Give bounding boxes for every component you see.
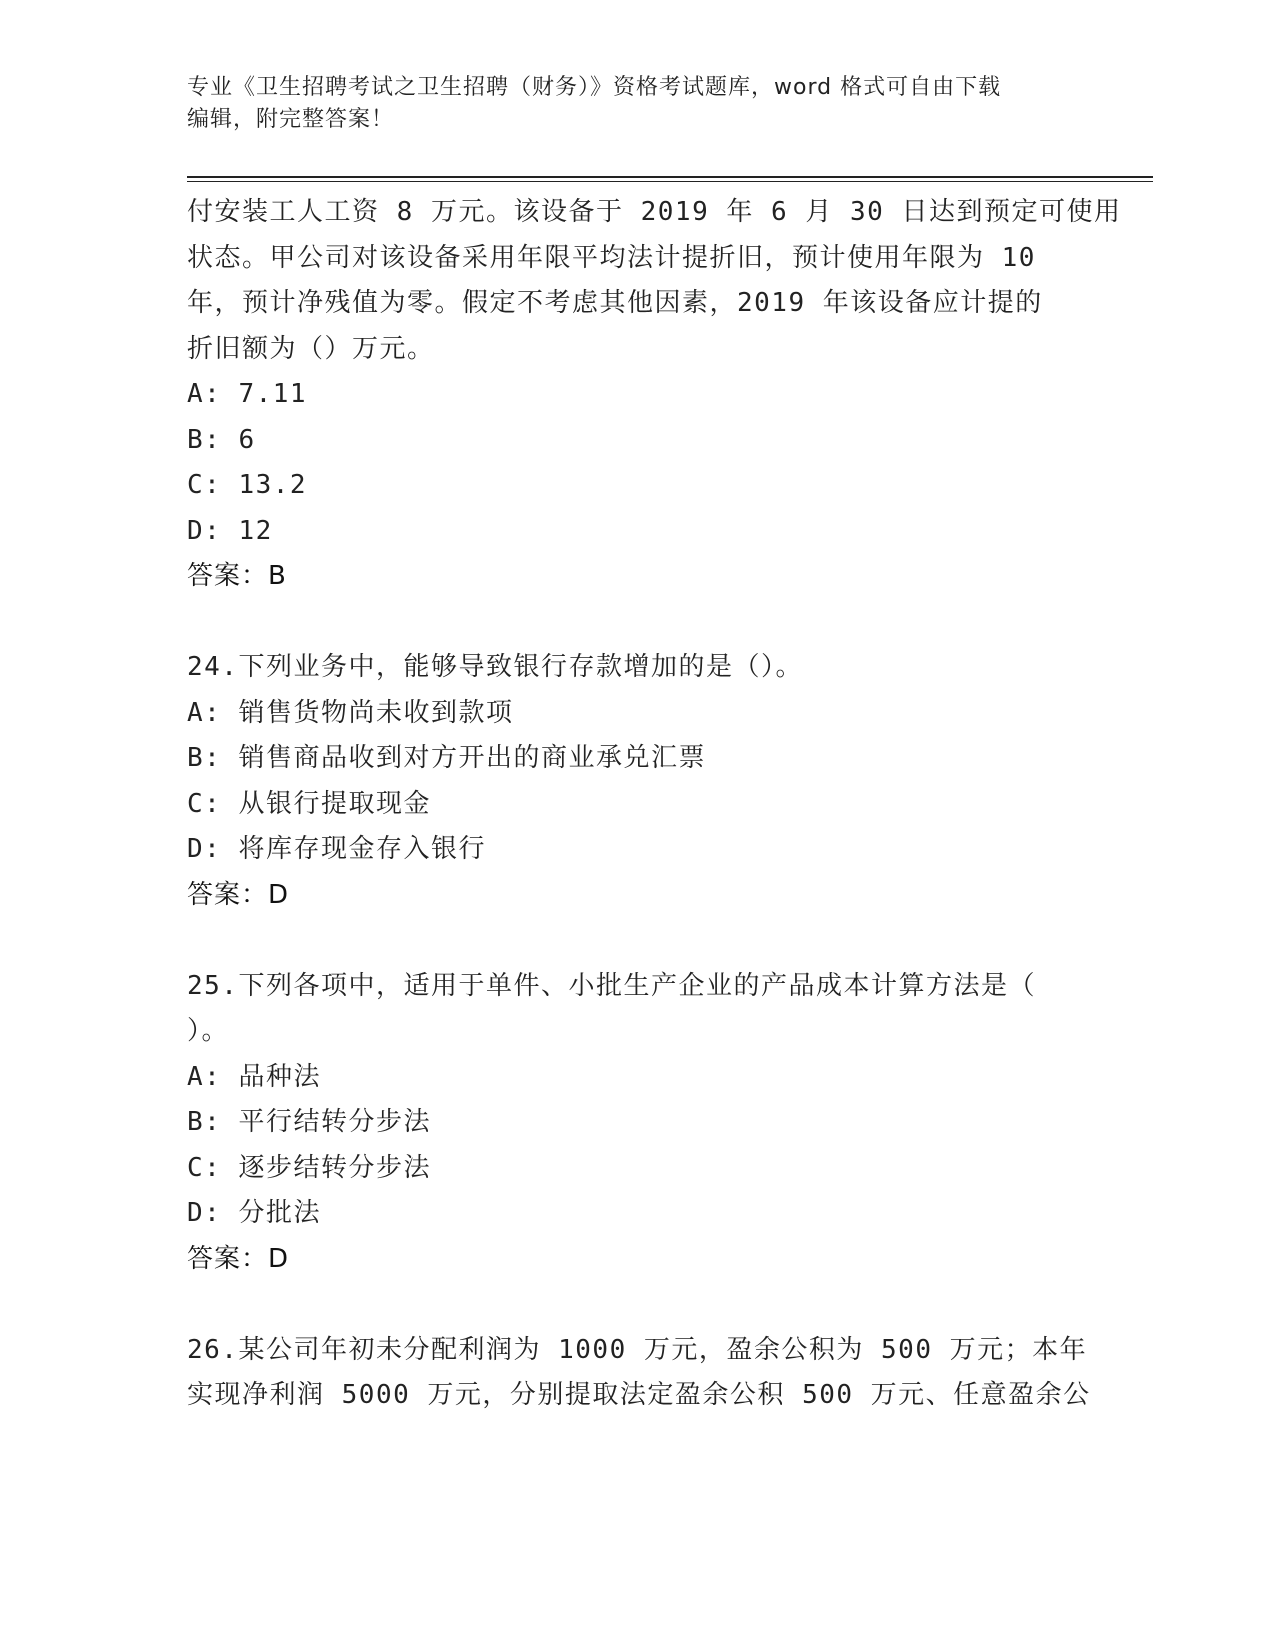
option-a: A: 品种法 xyxy=(187,1061,321,1092)
question-stem: 状态。甲公司对该设备采用年限平均法计提折旧，预计使用年限为 10 xyxy=(187,242,1036,273)
question-26 xyxy=(187,1328,1091,1419)
question-stem: ）。 xyxy=(187,1016,230,1046)
question-stem: 折旧额为（）万元。 xyxy=(187,333,435,364)
question-23 xyxy=(187,190,1122,600)
option-b: B: 销售商品收到对方开出的商业承兑汇票 xyxy=(187,743,706,773)
option-a: A: 销售货物尚未收到款项 xyxy=(187,697,514,728)
question-stem: 24.下列业务中，能够导致银行存款增加的是（）。 xyxy=(187,652,803,682)
answer-line: 答案：D xyxy=(187,879,290,910)
question-25 xyxy=(187,964,1067,1283)
header-line-2: 编辑，附完整答案！ xyxy=(187,107,395,132)
option-c: C: 13.2 xyxy=(187,470,308,500)
option-c: C: 逐步结转分步法 xyxy=(187,1152,431,1183)
question-stem: 26.某公司年初未分配利润为 1000 万元，盈余公积为 500 万元；本年 xyxy=(187,1334,1088,1365)
option-b: B: 6 xyxy=(187,424,256,455)
header-divider-thick xyxy=(187,176,1153,178)
option-b: B: 平行结转分步法 xyxy=(187,1107,431,1137)
question-stem: 付安装工人工资 8 万元。该设备于 2019 年 6 月 30 日达到预定可使用 xyxy=(187,197,1122,227)
question-stem: 25.下列各项中，适用于单件、小批生产企业的产品成本计算方法是（ xyxy=(187,970,1036,1001)
option-d: D: 12 xyxy=(187,515,273,546)
spacer xyxy=(187,600,1067,646)
option-d: D: 分批法 xyxy=(187,1198,321,1228)
header-line-1: 专业《卫生招聘考试之卫生招聘（财务）》资格考试题库，word 格式可自由下载 xyxy=(187,75,1002,100)
answer-line: 答案：D xyxy=(187,1243,290,1274)
option-c: C: 从银行提取现金 xyxy=(187,788,431,819)
option-a: A: 7.11 xyxy=(187,379,308,409)
question-stem: 年，预计净残值为零。假定不考虑其他因素，2019 年该设备应计提的 xyxy=(187,288,1043,318)
question-24 xyxy=(187,645,1067,918)
option-d: D: 将库存现金存入银行 xyxy=(187,834,486,864)
document-body xyxy=(187,190,1122,1419)
question-stem: 实现净利润 5000 万元，分别提取法定盈余公积 500 万元、任意盈余公 xyxy=(187,1380,1091,1410)
answer-line: 答案：B xyxy=(187,561,287,591)
page-header xyxy=(187,72,1067,136)
header-divider-thin xyxy=(187,181,1153,182)
spacer xyxy=(187,918,1067,964)
spacer xyxy=(187,1282,1067,1328)
